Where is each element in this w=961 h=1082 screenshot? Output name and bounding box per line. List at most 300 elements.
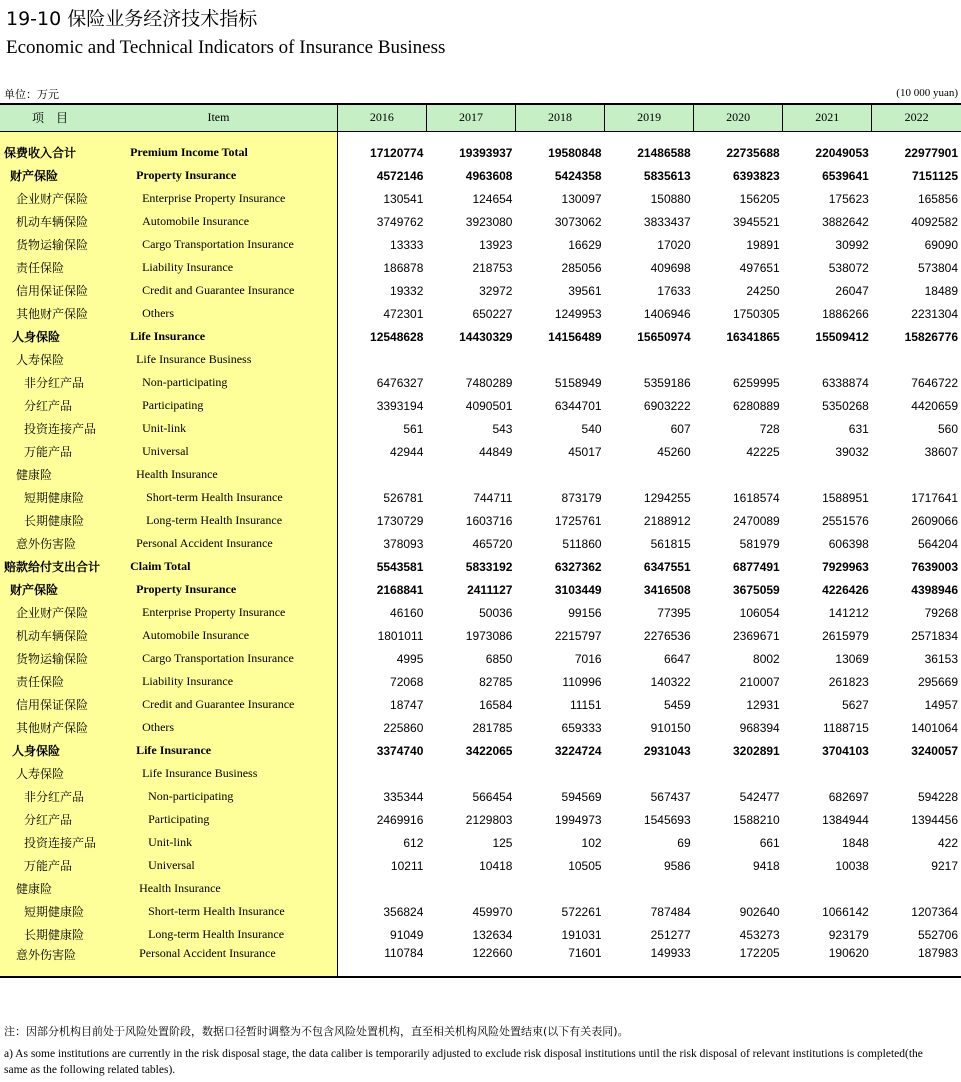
value-cell: 39032 bbox=[835, 444, 869, 459]
value-cell: 22735688 bbox=[726, 145, 780, 160]
value-cell: 4420659 bbox=[911, 398, 958, 413]
value-cell: 6877491 bbox=[733, 559, 780, 574]
value-cell bbox=[605, 463, 694, 486]
header-year: 2021 bbox=[783, 104, 872, 131]
value-cell: 122660 bbox=[426, 946, 515, 977]
value-cell: 2215797 bbox=[554, 628, 602, 643]
value-cell: 14156489 bbox=[548, 329, 602, 344]
row-label-cn: 财产保险 bbox=[0, 164, 100, 187]
value-cell: 3416508 bbox=[643, 582, 691, 597]
value-cell: 2231304 bbox=[911, 306, 958, 321]
table-row bbox=[0, 647, 961, 670]
value-cell: 572261 bbox=[561, 904, 602, 919]
value-cell: 5627 bbox=[842, 697, 869, 712]
value-cell: 16341865 bbox=[726, 329, 780, 344]
value-cell: 45260 bbox=[657, 444, 691, 459]
value-cell: 4572146 bbox=[376, 168, 424, 183]
value-cell: 1294255 bbox=[643, 490, 691, 505]
row-label-en: Enterprise Property Insurance bbox=[100, 187, 337, 210]
value-cell: 3240057 bbox=[911, 743, 958, 758]
value-cell: 3224724 bbox=[554, 743, 602, 758]
value-cell: 5350268 bbox=[822, 398, 869, 413]
row-label-en: Life Insurance bbox=[100, 739, 337, 762]
value-cell: 72068 bbox=[390, 674, 424, 689]
value-cell: 12548628 bbox=[370, 329, 424, 344]
header-year: 2019 bbox=[605, 104, 694, 131]
value-cell: 1994973 bbox=[554, 812, 602, 827]
row-label-cn: 其他财产保险 bbox=[0, 302, 100, 325]
value-cell: 2369671 bbox=[733, 628, 780, 643]
value-cell: 36153 bbox=[924, 651, 958, 666]
value-cell bbox=[337, 463, 426, 486]
row-label-en: Enterprise Property Insurance bbox=[100, 601, 337, 624]
value-cell: 21486588 bbox=[637, 145, 691, 160]
table-row bbox=[0, 302, 961, 325]
value-cell: 526781 bbox=[383, 490, 424, 505]
value-cell: 14957 bbox=[924, 697, 958, 712]
table-row bbox=[0, 532, 961, 555]
value-cell: 14430329 bbox=[459, 329, 513, 344]
value-cell: 82785 bbox=[479, 674, 513, 689]
row-label-en: Automobile Insurance bbox=[100, 210, 337, 233]
value-cell: 3675059 bbox=[733, 582, 780, 597]
value-cell: 561815 bbox=[650, 536, 691, 551]
value-cell: 728 bbox=[759, 421, 780, 436]
value-cell: 1545693 bbox=[643, 812, 691, 827]
row-label-cn: 短期健康险 bbox=[0, 486, 100, 509]
value-cell: 607 bbox=[670, 421, 691, 436]
value-cell: 42944 bbox=[390, 444, 424, 459]
value-cell: 172205 bbox=[694, 946, 783, 977]
value-cell: 5158949 bbox=[554, 375, 602, 390]
value-cell: 560 bbox=[937, 421, 958, 436]
value-cell: 10505 bbox=[568, 858, 602, 873]
row-label-cn: 万能产品 bbox=[0, 440, 100, 463]
row-label-en: Long-term Health Insurance bbox=[100, 923, 337, 946]
value-cell: 15826776 bbox=[904, 329, 958, 344]
value-cell: 130097 bbox=[561, 191, 602, 206]
value-cell: 1618574 bbox=[733, 490, 780, 505]
value-cell: 6280889 bbox=[733, 398, 780, 413]
value-cell: 659333 bbox=[561, 720, 602, 735]
table-row bbox=[0, 463, 961, 486]
value-cell: 225860 bbox=[383, 720, 424, 735]
value-cell: 409698 bbox=[650, 260, 691, 275]
value-cell: 165856 bbox=[917, 191, 958, 206]
value-cell: 2129803 bbox=[465, 812, 513, 827]
value-cell: 3923080 bbox=[465, 214, 513, 229]
value-cell: 2615979 bbox=[822, 628, 869, 643]
value-cell bbox=[337, 877, 426, 900]
value-cell: 5459 bbox=[663, 697, 691, 712]
row-label-cn: 责任保险 bbox=[0, 256, 100, 279]
row-label-en: Cargo Transportation Insurance bbox=[100, 233, 337, 256]
value-cell: 7639003 bbox=[911, 559, 958, 574]
value-cell: 1730729 bbox=[376, 513, 424, 528]
value-cell bbox=[337, 348, 426, 371]
row-label-cn: 保费收入合计 bbox=[0, 141, 100, 164]
table-row bbox=[0, 509, 961, 532]
row-label-cn: 万能产品 bbox=[0, 854, 100, 877]
value-cell: 6850 bbox=[485, 651, 513, 666]
row-label-cn: 企业财产保险 bbox=[0, 187, 100, 210]
value-cell: 594569 bbox=[561, 789, 602, 804]
row-label-en: Unit-link bbox=[100, 417, 337, 440]
value-cell bbox=[783, 463, 872, 486]
value-cell: 6476327 bbox=[376, 375, 424, 390]
value-cell: 1384944 bbox=[822, 812, 869, 827]
value-cell: 594228 bbox=[917, 789, 958, 804]
value-cell: 3882642 bbox=[822, 214, 869, 229]
value-cell: 581979 bbox=[739, 536, 780, 551]
value-cell: 1717641 bbox=[911, 490, 958, 505]
value-cell: 744711 bbox=[473, 490, 513, 505]
value-cell: 561 bbox=[403, 421, 424, 436]
value-cell: 472301 bbox=[383, 306, 424, 321]
value-cell: 4226426 bbox=[822, 582, 869, 597]
value-cell: 606398 bbox=[828, 536, 869, 551]
table-row bbox=[0, 739, 961, 762]
value-cell: 190620 bbox=[783, 946, 872, 977]
value-cell: 682697 bbox=[828, 789, 869, 804]
row-label-en: Premium Income Total bbox=[100, 141, 337, 164]
value-cell: 1801011 bbox=[377, 628, 424, 643]
value-cell: 102 bbox=[581, 835, 602, 850]
value-cell bbox=[872, 762, 961, 785]
value-cell: 910150 bbox=[650, 720, 691, 735]
header-year: 2016 bbox=[337, 104, 426, 131]
value-cell: 7646722 bbox=[911, 375, 958, 390]
value-cell: 6327362 bbox=[554, 559, 602, 574]
table-row bbox=[0, 371, 961, 394]
value-cell: 22049053 bbox=[815, 145, 869, 160]
row-label-cn: 机动车辆保险 bbox=[0, 624, 100, 647]
value-cell: 15650974 bbox=[637, 329, 691, 344]
row-label-en: Credit and Guarantee Insurance bbox=[100, 693, 337, 716]
value-cell: 16629 bbox=[568, 237, 602, 252]
value-cell: 542477 bbox=[739, 789, 780, 804]
row-label-cn: 长期健康险 bbox=[0, 923, 100, 946]
value-cell: 1249953 bbox=[554, 306, 602, 321]
table-row bbox=[0, 210, 961, 233]
value-cell: 2469916 bbox=[376, 812, 424, 827]
value-cell: 8002 bbox=[753, 651, 780, 666]
value-cell bbox=[515, 463, 604, 486]
value-cell: 32972 bbox=[479, 283, 513, 298]
table-row bbox=[0, 233, 961, 256]
table-row bbox=[0, 762, 961, 785]
row-label-cn: 分红产品 bbox=[0, 808, 100, 831]
value-cell: 2551576 bbox=[822, 513, 869, 528]
value-cell: 566454 bbox=[472, 789, 513, 804]
value-cell: 187983 bbox=[872, 946, 961, 977]
unit-label-cn: 单位：万元 bbox=[4, 88, 59, 101]
value-cell: 378093 bbox=[383, 536, 424, 551]
row-label-en: Life Insurance Business bbox=[100, 762, 337, 785]
value-cell: 2411127 bbox=[467, 582, 513, 597]
value-cell: 511860 bbox=[562, 536, 602, 551]
row-label-cn: 信用保证保险 bbox=[0, 693, 100, 716]
row-label-en: Unit-link bbox=[100, 831, 337, 854]
value-cell: 42225 bbox=[746, 444, 780, 459]
row-label-en: Personal Accident Insurance bbox=[100, 532, 337, 555]
value-cell: 30992 bbox=[835, 237, 869, 252]
row-label-en: Life Insurance bbox=[100, 325, 337, 348]
table-row bbox=[0, 164, 961, 187]
value-cell: 4092582 bbox=[911, 214, 958, 229]
table-row bbox=[0, 325, 961, 348]
value-cell bbox=[694, 877, 783, 900]
row-label-en: Universal bbox=[100, 440, 337, 463]
value-cell: 6393823 bbox=[733, 168, 780, 183]
row-label-cn: 信用保证保险 bbox=[0, 279, 100, 302]
value-cell: 13333 bbox=[390, 237, 424, 252]
row-label-en: Universal bbox=[100, 854, 337, 877]
value-cell: 156205 bbox=[739, 191, 780, 206]
row-label-cn: 人寿保险 bbox=[0, 348, 100, 371]
row-label-cn: 财产保险 bbox=[0, 578, 100, 601]
row-label-cn: 分红产品 bbox=[0, 394, 100, 417]
row-label-en: Liability Insurance bbox=[100, 670, 337, 693]
value-cell: 18489 bbox=[924, 283, 958, 298]
value-cell: 9217 bbox=[931, 858, 958, 873]
value-cell: 538072 bbox=[828, 260, 869, 275]
value-cell: 543 bbox=[492, 421, 513, 436]
value-cell: 18747 bbox=[390, 697, 424, 712]
row-label-en: Participating bbox=[100, 808, 337, 831]
table-row bbox=[0, 808, 961, 831]
row-label-en: Health Insurance bbox=[100, 877, 337, 900]
row-label-cn: 健康险 bbox=[0, 877, 100, 900]
row-label-cn: 非分红产品 bbox=[0, 371, 100, 394]
footnote-cn: 注：因部分机构目前处于风险处置阶段，数据口径暂时调整为不包含风险处置机构，直至相关机构风险处置结束(以下有关表同)。 bbox=[4, 1025, 629, 1038]
row-label-en: Property Insurance bbox=[100, 578, 337, 601]
value-cell: 552706 bbox=[917, 927, 958, 942]
row-label-en: Health Insurance bbox=[100, 463, 337, 486]
header-row bbox=[0, 104, 961, 131]
row-label-en: Claim Total bbox=[100, 555, 337, 578]
value-cell: 141212 bbox=[828, 605, 869, 620]
value-cell: 2609066 bbox=[911, 513, 958, 528]
value-cell: 91049 bbox=[390, 927, 424, 942]
value-cell bbox=[605, 762, 694, 785]
table-row bbox=[0, 348, 961, 371]
value-cell: 150880 bbox=[650, 191, 691, 206]
value-cell: 295669 bbox=[917, 674, 958, 689]
row-label-cn: 责任保险 bbox=[0, 670, 100, 693]
value-cell: 5424358 bbox=[554, 168, 602, 183]
value-cell: 69 bbox=[677, 835, 691, 850]
table-title-en: Economic and Technical Indicators of Insurance Business bbox=[6, 37, 446, 58]
table-row bbox=[0, 670, 961, 693]
value-cell bbox=[515, 348, 604, 371]
value-cell: 1406946 bbox=[643, 306, 691, 321]
spacer-row bbox=[0, 131, 961, 141]
row-label-en: Personal Accident Insurance bbox=[100, 946, 337, 977]
value-cell: 787484 bbox=[650, 904, 691, 919]
value-cell: 6259995 bbox=[733, 375, 780, 390]
row-label-cn: 货物运输保险 bbox=[0, 233, 100, 256]
table-row bbox=[0, 624, 961, 647]
value-cell bbox=[426, 463, 515, 486]
value-cell: 45017 bbox=[568, 444, 602, 459]
value-cell: 12931 bbox=[746, 697, 780, 712]
value-cell: 3374740 bbox=[376, 743, 424, 758]
value-cell: 573804 bbox=[917, 260, 958, 275]
value-cell: 902640 bbox=[739, 904, 780, 919]
header-year: 2020 bbox=[694, 104, 783, 131]
value-cell: 191031 bbox=[561, 927, 602, 942]
row-label-cn: 意外伤害险 bbox=[0, 532, 100, 555]
value-cell: 465720 bbox=[472, 536, 513, 551]
value-cell: 251277 bbox=[650, 927, 691, 942]
value-cell: 186878 bbox=[383, 260, 424, 275]
row-label-en: Liability Insurance bbox=[100, 256, 337, 279]
value-cell: 1401064 bbox=[911, 720, 958, 735]
value-cell: 923179 bbox=[828, 927, 869, 942]
value-cell: 71601 bbox=[515, 946, 604, 977]
value-cell: 3393194 bbox=[376, 398, 424, 413]
value-cell bbox=[694, 348, 783, 371]
value-cell: 3073062 bbox=[554, 214, 602, 229]
value-cell bbox=[426, 348, 515, 371]
table-row bbox=[0, 187, 961, 210]
value-cell bbox=[783, 762, 872, 785]
value-cell: 567437 bbox=[650, 789, 691, 804]
row-label-cn: 投资连接产品 bbox=[0, 831, 100, 854]
row-label-cn: 非分红产品 bbox=[0, 785, 100, 808]
value-cell: 1886266 bbox=[822, 306, 869, 321]
table-title-cn: 19-10 保险业务经济技术指标 bbox=[6, 8, 258, 30]
table-row bbox=[0, 486, 961, 509]
value-cell: 650227 bbox=[472, 306, 513, 321]
value-cell: 7480289 bbox=[465, 375, 513, 390]
value-cell: 50036 bbox=[479, 605, 513, 620]
value-cell: 218753 bbox=[472, 260, 513, 275]
value-cell: 540 bbox=[581, 421, 602, 436]
value-cell: 1207364 bbox=[911, 904, 958, 919]
header-item-cn: 项 目 bbox=[0, 104, 100, 131]
table-row bbox=[0, 716, 961, 739]
value-cell: 22977901 bbox=[904, 145, 958, 160]
row-label-en: Cargo Transportation Insurance bbox=[100, 647, 337, 670]
value-cell bbox=[872, 463, 961, 486]
value-cell: 19393937 bbox=[459, 145, 513, 160]
table-row bbox=[0, 417, 961, 440]
row-label-cn: 企业财产保险 bbox=[0, 601, 100, 624]
value-cell bbox=[337, 762, 426, 785]
table-row bbox=[0, 854, 961, 877]
value-cell: 106054 bbox=[739, 605, 780, 620]
value-cell bbox=[515, 762, 604, 785]
value-cell: 15509412 bbox=[815, 329, 869, 344]
value-cell: 1588951 bbox=[822, 490, 869, 505]
value-cell: 5835613 bbox=[643, 168, 691, 183]
value-cell: 2168841 bbox=[376, 582, 424, 597]
value-cell: 9418 bbox=[753, 858, 780, 873]
table-row bbox=[0, 923, 961, 946]
value-cell: 110784 bbox=[337, 946, 426, 977]
value-cell: 46160 bbox=[390, 605, 424, 620]
value-cell bbox=[694, 463, 783, 486]
row-label-en: Life Insurance Business bbox=[100, 348, 337, 371]
value-cell: 99156 bbox=[568, 605, 602, 620]
value-cell: 19580848 bbox=[548, 145, 602, 160]
value-cell: 4995 bbox=[396, 651, 424, 666]
value-cell: 19332 bbox=[390, 283, 424, 298]
value-cell: 497651 bbox=[739, 260, 780, 275]
header-year: 2018 bbox=[515, 104, 604, 131]
value-cell: 24250 bbox=[746, 283, 780, 298]
value-cell: 612 bbox=[403, 835, 424, 850]
value-cell: 175623 bbox=[828, 191, 869, 206]
value-cell: 10418 bbox=[479, 858, 513, 873]
value-cell: 11151 bbox=[569, 697, 602, 712]
value-cell: 7929963 bbox=[822, 559, 869, 574]
value-cell bbox=[605, 877, 694, 900]
row-label-en: Property Insurance bbox=[100, 164, 337, 187]
row-label-cn: 货物运输保险 bbox=[0, 647, 100, 670]
row-label-cn: 机动车辆保险 bbox=[0, 210, 100, 233]
value-cell: 968394 bbox=[739, 720, 780, 735]
table-row bbox=[0, 578, 961, 601]
row-label-cn: 意外伤害险 bbox=[0, 946, 100, 977]
table-row bbox=[0, 440, 961, 463]
value-cell: 13069 bbox=[835, 651, 869, 666]
value-cell bbox=[872, 877, 961, 900]
value-cell: 7151125 bbox=[911, 168, 958, 183]
value-cell: 3749762 bbox=[376, 214, 424, 229]
value-cell: 5833192 bbox=[465, 559, 513, 574]
row-label-cn: 人身保险 bbox=[0, 739, 100, 762]
table-row bbox=[0, 394, 961, 417]
value-cell: 7016 bbox=[574, 651, 602, 666]
value-cell: 38607 bbox=[924, 444, 958, 459]
value-cell: 39561 bbox=[568, 283, 602, 298]
value-cell: 335344 bbox=[383, 789, 424, 804]
value-cell: 1066142 bbox=[822, 904, 869, 919]
value-cell: 459970 bbox=[472, 904, 513, 919]
table-body bbox=[0, 131, 961, 977]
value-cell: 873179 bbox=[561, 490, 602, 505]
value-cell bbox=[426, 877, 515, 900]
value-cell bbox=[426, 762, 515, 785]
row-label-cn: 赔款给付支出合计 bbox=[0, 555, 100, 578]
value-cell: 149933 bbox=[605, 946, 694, 977]
row-label-cn: 长期健康险 bbox=[0, 509, 100, 532]
row-label-en: Participating bbox=[100, 394, 337, 417]
value-cell: 6344701 bbox=[554, 398, 602, 413]
table-row bbox=[0, 141, 961, 164]
row-label-en: Long-term Health Insurance bbox=[100, 509, 337, 532]
value-cell: 1603716 bbox=[465, 513, 513, 528]
value-cell: 6903222 bbox=[643, 398, 691, 413]
value-cell: 140322 bbox=[650, 674, 691, 689]
value-cell: 1848 bbox=[842, 835, 869, 850]
value-cell bbox=[872, 348, 961, 371]
value-cell: 125 bbox=[492, 835, 513, 850]
value-cell: 1725761 bbox=[554, 513, 602, 528]
value-cell: 661 bbox=[759, 835, 780, 850]
value-cell: 13923 bbox=[479, 237, 513, 252]
value-cell: 69090 bbox=[924, 237, 958, 252]
row-label-en: Credit and Guarantee Insurance bbox=[100, 279, 337, 302]
value-cell: 3704103 bbox=[822, 743, 869, 758]
row-label-en: Others bbox=[100, 302, 337, 325]
table-row bbox=[0, 785, 961, 808]
value-cell: 6647 bbox=[663, 651, 691, 666]
value-cell: 4398946 bbox=[911, 582, 958, 597]
